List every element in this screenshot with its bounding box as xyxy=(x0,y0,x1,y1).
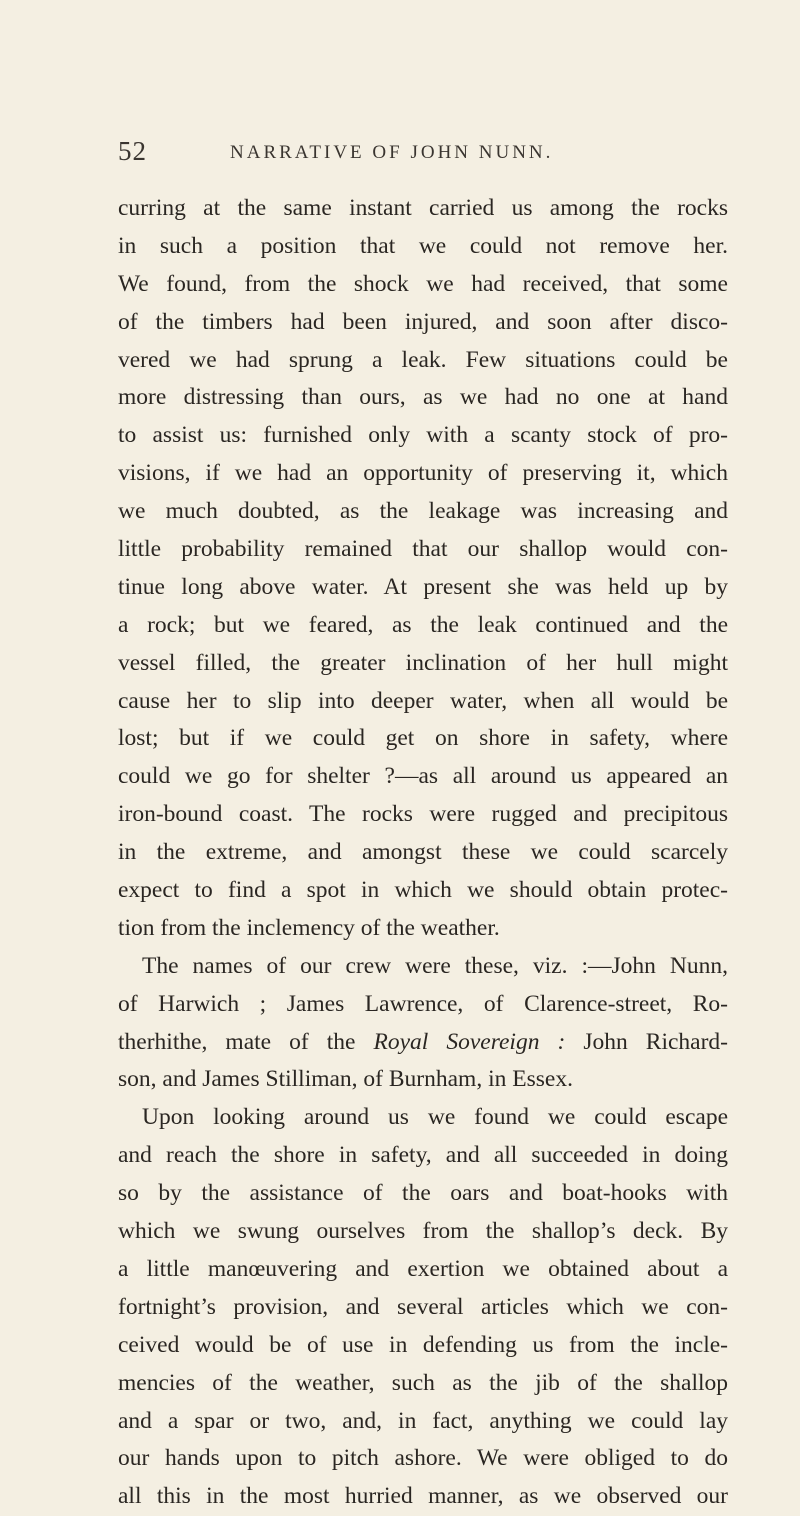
text-line: son, and James Stilliman, of Burnham, in Essex. xyxy=(118,1066,573,1093)
running-title: NARRATIVE OF JOHN NUNN. xyxy=(230,142,554,163)
text-line: of the timbers had been injured, and soon after disco- xyxy=(118,308,728,335)
text-line: We found, from the shock we had received, that some xyxy=(118,270,728,297)
text-line: to assist us: furnished only with a scanty stock of pro- xyxy=(118,422,728,449)
text-line: cause her to slip into deeper water, when all would be xyxy=(118,687,728,714)
text-line: so by the assistance of the oars and boat-hooks with xyxy=(118,1180,728,1207)
ship-name: Royal Sovereign : xyxy=(373,1028,566,1055)
text-line: in the extreme, and amongst these we could scarcely xyxy=(118,839,728,866)
text-line: vessel filled, the greater inclination of her hull might xyxy=(118,649,728,676)
text-line: expect to find a spot in which we should obtain protec- xyxy=(118,877,728,904)
text-line: The names of our crew were these, viz. :—John Nunn, xyxy=(142,952,728,979)
text-line: our hands upon to pitch ashore. We were obliged to do xyxy=(118,1445,728,1472)
text-line: visions, if we had an opportunity of preserving it, which xyxy=(118,460,728,487)
text-line: curring at the same instant carried us among the rocks xyxy=(118,195,728,221)
text-line: in such a position that we could not remove her. xyxy=(118,232,728,259)
body-text xyxy=(118,190,728,1516)
text-line: little probability remained that our shallop would con- xyxy=(118,536,728,563)
text-line: and reach the shore in safety, and all succeeded in doing xyxy=(118,1142,728,1169)
text-line: could we go for shelter ?—as all around us appeared an xyxy=(118,763,728,790)
text-line: tion from the inclemency of the weather. xyxy=(118,914,500,941)
text-line: tinue long above water. At present she was held up by xyxy=(118,573,728,600)
text-line: of Harwich ; James Lawrence, of Clarence-street, Ro- xyxy=(118,990,728,1017)
text-line: mencies of the weather, such as the jib of the shallop xyxy=(118,1369,728,1396)
text-line: which we swung ourselves from the shallop’s deck. By xyxy=(118,1218,728,1245)
text-line: a little manœuvering and exertion we obtained about a xyxy=(118,1255,728,1282)
text-line: we much doubted, as the leakage was increasing and xyxy=(118,498,728,525)
text-line: all this in the most hurried manner, as we observed our xyxy=(118,1483,728,1510)
text-fragment: therhithe, mate of the xyxy=(118,1028,374,1055)
text-line: and a spar or two, and, in fact, anything we could lay xyxy=(118,1407,728,1434)
text-line: lost; but if we could get on shore in safety, where xyxy=(118,725,728,752)
text-line: fortnight’s provision, and several articles which we con- xyxy=(118,1293,728,1320)
text-line xyxy=(118,1024,728,1062)
text-line: vered we had sprung a leak. Few situations could be xyxy=(118,346,728,373)
text-fragment: John Richard- xyxy=(565,1028,728,1055)
text-line: a rock; but we feared, as the leak continued and the xyxy=(118,611,728,638)
text-line: Upon looking around us we found we could escape xyxy=(142,1104,728,1131)
text-line: iron-bound coast. The rocks were rugged and precipitous xyxy=(118,801,728,828)
text-line: more distressing than ours, as we had no one at hand xyxy=(118,384,728,411)
running-head xyxy=(118,136,718,176)
text-line: ceived would be of use in defending us from the incle- xyxy=(118,1331,728,1358)
page-number: 52 xyxy=(118,136,147,166)
